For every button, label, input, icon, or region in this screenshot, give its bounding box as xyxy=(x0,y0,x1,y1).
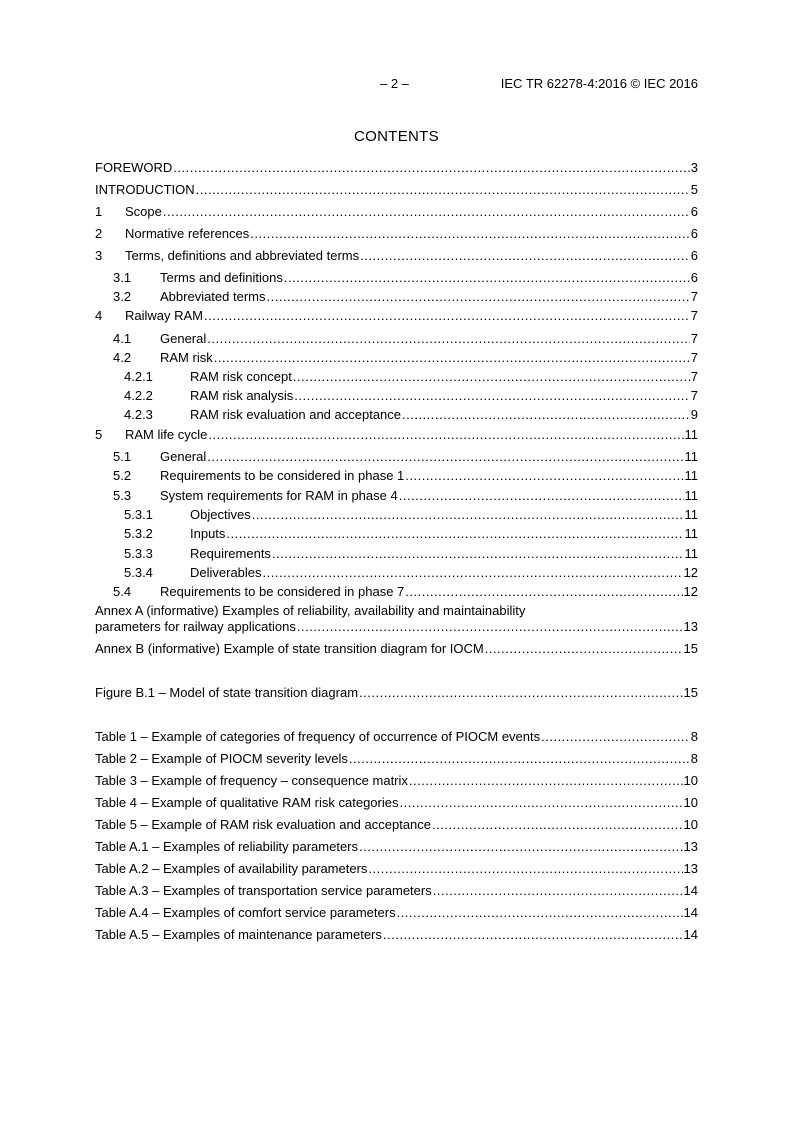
dot-leader xyxy=(405,468,683,484)
toc-entry-1[interactable]: 1 Scope ..... 6 xyxy=(95,204,698,220)
dot-leader xyxy=(163,204,690,220)
page-ref: 12 xyxy=(683,584,698,599)
page-header xyxy=(0,76,793,92)
page-ref: 11 xyxy=(684,488,698,503)
toc-entry-annex-b[interactable]: Annex B (informative) Example of state transition diagram for IOCM ..... 15 xyxy=(95,641,698,657)
page-ref: 12 xyxy=(683,565,698,580)
page-ref: 10 xyxy=(683,795,698,810)
page-ref: 11 xyxy=(684,449,698,464)
section-number: 5.4 xyxy=(113,584,132,599)
toc-entry-3-2[interactable]: 3.2 Abbreviated terms ..... 7 xyxy=(113,289,698,305)
page-ref: 11 xyxy=(684,507,698,522)
section-number: 1 xyxy=(95,204,103,219)
dot-leader xyxy=(267,289,690,305)
section-number: 4.2.3 xyxy=(124,407,153,422)
dot-leader xyxy=(173,160,689,176)
dot-leader xyxy=(272,546,684,562)
dot-leader xyxy=(263,565,683,581)
toc-entry-2[interactable]: 2 Normative references ..... 6 xyxy=(95,226,698,242)
section-number: 5.2 xyxy=(113,468,132,483)
toc-entry-table-2[interactable]: Table 2 – Example of PIOCM severity levels ..... 8 xyxy=(95,751,698,767)
page-ref: 13 xyxy=(683,839,698,854)
toc-entry-5-4[interactable]: 5.4 Requirements to be considered in phase 7 ..... 12 xyxy=(113,584,698,600)
toc-entry-figure-b1[interactable]: Figure B.1 – Model of state transition diagram ..... 15 xyxy=(95,685,698,701)
dot-leader xyxy=(349,751,690,767)
page-ref: 14 xyxy=(683,927,698,942)
toc-entry-table-5[interactable]: Table 5 – Example of RAM risk evaluation and acceptance ..... 10 xyxy=(95,817,698,833)
page-ref: 15 xyxy=(683,685,698,700)
page-ref: 9 xyxy=(690,407,698,422)
section-number: 3.1 xyxy=(113,270,132,285)
page-ref: 8 xyxy=(690,729,698,744)
toc-entry-table-a2[interactable]: Table A.2 – Examples of availability parameters ..... 13 xyxy=(95,861,698,877)
dot-leader xyxy=(397,905,683,921)
dot-leader xyxy=(433,883,683,899)
toc-entry-5-3-2[interactable]: 5.3.2 Inputs ..... 11 xyxy=(124,526,698,542)
page-ref: 11 xyxy=(684,468,698,483)
page-ref: 7 xyxy=(690,369,698,384)
page-ref: 6 xyxy=(690,248,698,263)
toc-entry-table-1[interactable]: Table 1 – Example of categories of frequency of occurrence of PIOCM events ..... 8 xyxy=(95,729,698,745)
document-id: IEC TR 62278-4:2016 © IEC 2016 xyxy=(500,76,698,91)
dot-leader xyxy=(399,488,684,504)
dot-leader xyxy=(405,584,682,600)
page-ref: 8 xyxy=(690,751,698,766)
dot-leader xyxy=(226,526,683,542)
toc-entry-3[interactable]: 3 Terms, definitions and abbreviated terms ..... 6 xyxy=(95,248,698,264)
page-ref: 10 xyxy=(683,817,698,832)
dot-leader xyxy=(207,449,683,465)
toc-entry-table-a4[interactable]: Table A.4 – Examples of comfort service parameters ..... 14 xyxy=(95,905,698,921)
section-number: 5.3.2 xyxy=(124,526,153,541)
section-number: 4.1 xyxy=(113,331,132,346)
dot-leader xyxy=(383,927,683,943)
toc-entry-4-2-3[interactable]: 4.2.3 RAM risk evaluation and acceptance ..... 9 xyxy=(124,407,698,423)
section-number: 3 xyxy=(95,248,103,263)
dot-leader xyxy=(252,507,684,523)
dot-leader xyxy=(196,182,690,198)
page-ref: 11 xyxy=(684,526,698,541)
dot-leader xyxy=(402,407,690,423)
section-number: 4.2 xyxy=(113,350,132,365)
toc-entry-4-2[interactable]: 4.2 RAM risk ..... 7 xyxy=(113,350,698,366)
dot-leader xyxy=(297,619,683,635)
section-number: 5.3.3 xyxy=(124,546,153,561)
page-ref: 7 xyxy=(690,308,698,323)
dot-leader xyxy=(284,270,690,286)
toc-entry-table-a5[interactable]: Table A.5 – Examples of maintenance parameters ..... 14 xyxy=(95,927,698,943)
toc-entry-table-3[interactable]: Table 3 – Example of frequency – consequence matrix ..... 10 xyxy=(95,773,698,789)
page-ref: 7 xyxy=(690,388,698,403)
dot-leader xyxy=(293,369,690,385)
toc-entry-5-1[interactable]: 5.1 General ..... 11 xyxy=(113,449,698,465)
toc-entry-3-1[interactable]: 3.1 Terms and definitions ..... 6 xyxy=(113,270,698,286)
page-ref: 13 xyxy=(683,861,698,876)
dot-leader xyxy=(250,226,689,242)
page-ref: 7 xyxy=(690,331,698,346)
dot-leader xyxy=(399,795,682,811)
page-ref: 3 xyxy=(690,160,698,175)
page-ref: 10 xyxy=(683,773,698,788)
toc-entry-table-a3[interactable]: Table A.3 – Examples of transportation service parameters ..... 14 xyxy=(95,883,698,899)
dot-leader xyxy=(432,817,683,833)
dot-leader xyxy=(208,427,683,443)
dot-leader xyxy=(207,331,690,347)
page-ref: 11 xyxy=(684,427,698,442)
toc-entry-4-1[interactable]: 4.1 General ..... 7 xyxy=(113,331,698,347)
toc-entry-5-3-3[interactable]: 5.3.3 Requirements ..... 11 xyxy=(124,546,698,562)
dot-leader xyxy=(360,248,690,264)
page-ref: 6 xyxy=(690,270,698,285)
page-ref: 7 xyxy=(690,350,698,365)
toc-entry-5-3[interactable]: 5.3 System requirements for RAM in phase 4 ..... 11 xyxy=(113,488,698,504)
page-title: CONTENTS xyxy=(354,128,439,145)
section-number: 5.3.4 xyxy=(124,565,153,580)
section-number: 4.2.1 xyxy=(124,369,153,384)
dot-leader xyxy=(359,685,683,701)
dot-leader xyxy=(294,388,689,404)
toc-entry-introduction[interactable]: INTRODUCTION ..... 5 xyxy=(95,182,698,198)
toc-entry-table-a1[interactable]: Table A.1 – Examples of reliability parameters ..... 13 xyxy=(95,839,698,855)
toc-entry-annex-a-title[interactable]: Annex A (informative) Examples of reliability, availability and maintainability xyxy=(95,603,526,618)
toc-entry-annex-a[interactable]: parameters for railway applications ..... 13 xyxy=(95,619,698,635)
page-ref: 7 xyxy=(690,289,698,304)
toc-entry-5[interactable]: 5 RAM life cycle ..... 11 xyxy=(95,427,698,443)
toc-entry-4-2-1[interactable]: 4.2.1 RAM risk concept ..... 7 xyxy=(124,369,698,385)
page-number: – 2 – xyxy=(380,76,409,91)
toc-entry-4-2-2[interactable]: 4.2.2 RAM risk analysis ..... 7 xyxy=(124,388,698,404)
toc-entry-5-3-1[interactable]: 5.3.1 Objectives ..... 11 xyxy=(124,507,698,523)
page-ref: 13 xyxy=(683,619,698,634)
toc-entry-table-4[interactable]: Table 4 – Example of qualitative RAM risk categories ..... 10 xyxy=(95,795,698,811)
section-number: 2 xyxy=(95,226,103,241)
page-ref: 6 xyxy=(690,226,698,241)
page-ref: 14 xyxy=(683,883,698,898)
toc-entry-foreword[interactable]: FOREWORD ..... 3 xyxy=(95,160,698,176)
dot-leader xyxy=(485,641,683,657)
section-number: 4 xyxy=(95,308,103,323)
dot-leader xyxy=(204,308,690,324)
page-ref: 5 xyxy=(690,182,698,197)
dot-leader xyxy=(368,861,682,877)
dot-leader xyxy=(359,839,683,855)
section-number: 4.2.2 xyxy=(124,388,153,403)
page-ref: 14 xyxy=(683,905,698,920)
dot-leader xyxy=(541,729,690,745)
toc-entry-5-3-4[interactable]: 5.3.4 Deliverables ..... 12 xyxy=(124,565,698,581)
toc-entry-4[interactable]: 4 Railway RAM ..... 7 xyxy=(95,308,698,324)
dot-leader xyxy=(409,773,683,789)
section-number: 3.2 xyxy=(113,289,132,304)
toc-entry-5-2[interactable]: 5.2 Requirements to be considered in phase 1 ..... 11 xyxy=(113,468,698,484)
section-number: 5.1 xyxy=(113,449,132,464)
section-number: 5 xyxy=(95,427,103,442)
section-number: 5.3.1 xyxy=(124,507,153,522)
section-number: 5.3 xyxy=(113,488,132,503)
page-ref: 6 xyxy=(690,204,698,219)
page-ref: 15 xyxy=(683,641,698,656)
page-ref: 11 xyxy=(684,546,698,561)
dot-leader xyxy=(214,350,690,366)
